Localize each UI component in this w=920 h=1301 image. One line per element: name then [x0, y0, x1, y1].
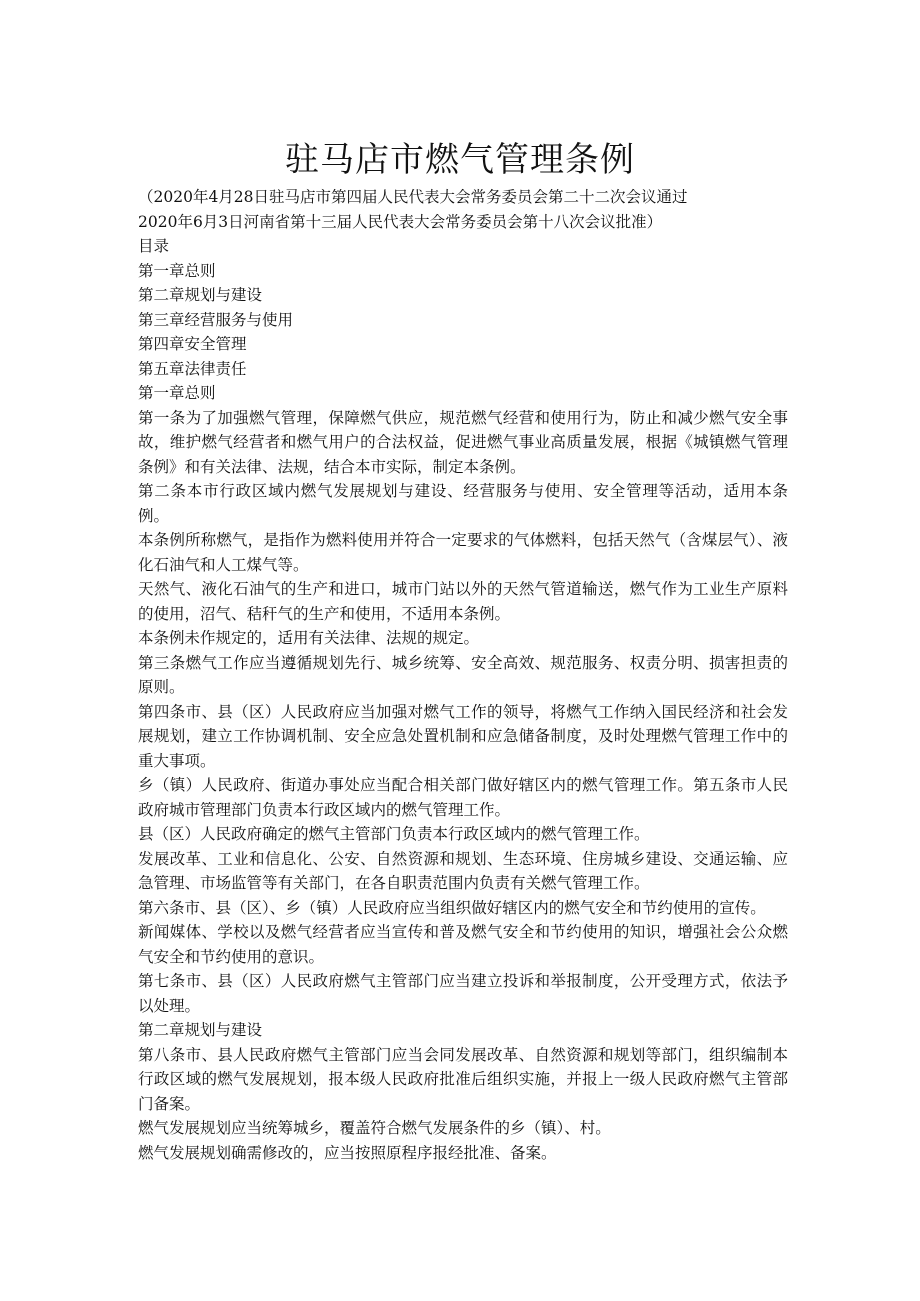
paragraph: 第四章安全管理	[138, 335, 247, 353]
paragraph: 第四条市、县（区）人民政府应当加强对燃气工作的领导，将燃气工作纳入国民经济和社会发展规划，建立工作协调机制、安全应急处置机制和应急储备制度，及时处理燃气管理工作中的重大事项。	[138, 702, 788, 770]
paragraph: 发展改革、工业和信息化、公安、自然资源和规划、生态环境、住房城乡建设、交通运输、应急管理、市场监管等有关部门，在各自职责范围内负责有关燃气管理工作。	[138, 849, 788, 892]
paragraph: 天然气、液化石油气的生产和进口，城市门站以外的天然气管道输送，燃气作为工业生产原料的使用，沼气、秸秆气的生产和使用，不适用本条例。	[138, 580, 788, 623]
paragraph: （2020年4月28日驻马店市第四届人民代表大会常务委员会第二十二次会议通过	[138, 188, 688, 206]
document-title: 驻马店市燃气管理条例	[285, 139, 635, 180]
paragraph: 第一章总则	[138, 261, 216, 280]
paragraph: 第七条市、县（区）人民政府燃气主管部门应当建立投诉和举报制度，公开受理方式，依法予以处理。	[138, 972, 788, 1015]
paragraph: 第一章总则	[138, 384, 216, 402]
paragraph: 第八条市、县人民政府燃气主管部门应当会同发展改革、自然资源和规划等部门，组织编制本行政区域的燃气发展规划，报本级人民政府批准后组织实施，并报上一级人民政府燃气主管部门备案。	[138, 1045, 788, 1113]
paragraph: 乡（镇）人民政府、街道办事处应当配合相关部门做好辖区内的燃气管理工作。第五条市人民政府城市管理部门负责本行政区域内的燃气管理工作。	[138, 776, 788, 819]
paragraph: 第二章规划与建设	[138, 1021, 263, 1039]
paragraph: 本条例未作规定的，适用有关法律、法规的规定。	[138, 629, 480, 647]
paragraph: 燃气发展规划应当统筹城乡，覆盖符合燃气发展条件的乡（镇）、村。	[138, 1119, 611, 1137]
document-body	[138, 185, 788, 1165]
paragraph: 第六条市、县（区）、乡（镇）人民政府应当组织做好辖区内的燃气安全和节约使用的宣传。	[138, 898, 766, 917]
paragraph: 第三章经营服务与使用	[138, 310, 294, 329]
paragraph: 目录	[138, 237, 170, 255]
paragraph: 新闻媒体、学校以及燃气经营者应当宣传和普及燃气安全和节约使用的知识，增强社会公众燃气安全和节约使用的意识。	[138, 923, 788, 966]
paragraph: 第二章规划与建设	[138, 286, 263, 304]
paragraph: 县（区）人民政府确定的燃气主管部门负责本行政区域内的燃气管理工作。	[138, 825, 650, 843]
paragraph: 燃气发展规划确需修改的，应当按照原程序报经批准、备案。	[138, 1143, 557, 1162]
paragraph: 第二条本市行政区域内燃气发展规划与建设、经营服务与使用、安全管理等活动，适用本条例。	[138, 482, 788, 525]
paragraph: 2020年6月3日河南省第十三届人民代表大会常务委员会第十八次会议批准）	[138, 212, 663, 231]
paragraph: 第五章法律责任	[138, 359, 247, 378]
paragraph: 第一条为了加强燃气管理，保障燃气供应，规范燃气经营和使用行为，防止和减少燃气安全事故，维护燃气经营者和燃气用户的合法权益，促进燃气事业高质量发展，根据《城镇燃气管理条例》和有关法律、法规，结合本市实际，制定本条例。	[138, 408, 788, 476]
paragraph: 第三条燃气工作应当遵循规划先行、城乡统筹、安全高效、规范服务、权责分明、损害担责的原则。	[138, 653, 788, 696]
paragraph: 本条例所称燃气，是指作为燃料使用并符合一定要求的气体燃料，包括天然气（含煤层气）、液化石油气和人工煤气等。	[138, 531, 788, 574]
